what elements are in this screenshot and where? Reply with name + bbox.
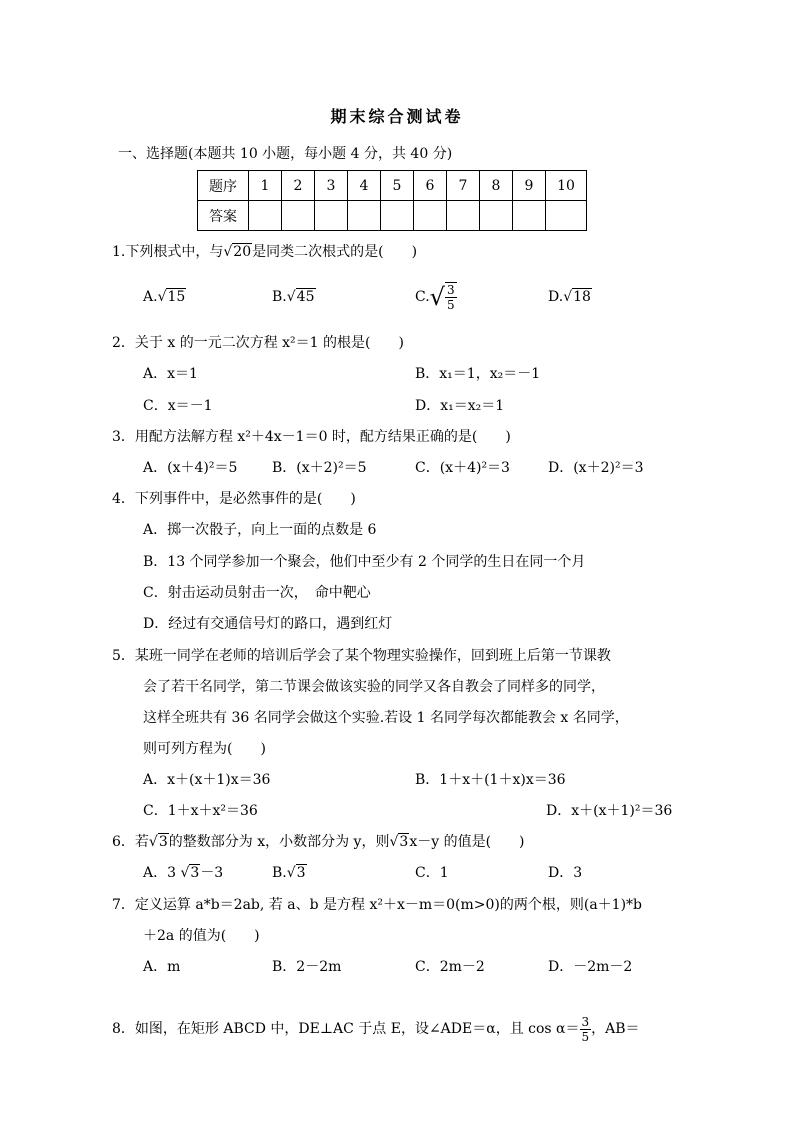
question-5-stem-line: 则可列方程为( ) [143,741,266,757]
question-3-stem: 3．用配方法解方程 x²＋4x－1＝0 时，配方结果正确的是( ) [112,429,511,445]
q4-option-c: C．射击运动员射击一次， 命中靶心 [143,585,371,601]
q2-option-a: A．x＝1 [143,366,198,382]
sqrt-expression: √20 [223,244,252,260]
q7-option-a: A．m [143,959,181,975]
question-2-stem: 2．关于 x 的一元二次方程 x²＝1 的根是( ) [112,335,404,351]
option-label: B. [272,289,287,305]
q6-stem-part: 的整数部分为 x，小数部分为 y，则 [168,834,390,850]
radicand: 20 [233,244,252,260]
q4-option-d: D．经过有交通信号灯的路口，遇到红灯 [143,616,393,632]
question-number-cell: 1 [249,171,282,201]
answer-cell[interactable] [249,201,282,231]
answer-cell[interactable] [480,201,513,231]
sqrt-expression: √18 [563,289,591,305]
table-row [198,201,587,231]
option-label: A．3 [143,865,181,881]
option-text: －3 [200,865,224,881]
fraction [445,282,457,312]
answer-cell[interactable] [381,201,414,231]
option-label: C. [415,289,430,305]
answer-cell[interactable] [447,201,480,231]
q1-option-d [548,287,592,307]
q1-option-a [143,287,186,307]
question-5-stem-line: 这样全班共有 36 名同学会做这个实验.若设 1 名同学每次都能教会 x 名同学， [143,710,629,726]
q3-option-d: D．(x＋2)²＝3 [548,460,644,476]
q3-option-a: A．(x＋4)²＝5 [143,460,238,476]
sqrt-expression: √3 [389,834,409,850]
question-1-stem [112,242,417,262]
q5-option-d: D．x＋(x＋1)²＝36 [546,803,673,819]
q1-stem-part: 1.下列根式中，与 [112,244,224,260]
radicand: 3 [399,834,409,850]
question-8-stem [112,1012,640,1046]
numerator: 3 [446,283,455,297]
question-5-stem-line: 5．某班一同学在老师的培训后学会了某个物理实验操作，回到班上后第一节课教 [112,648,611,664]
answer-cell[interactable] [282,201,315,231]
q5-option-a: A．x＋(x＋1)x＝36 [143,772,271,788]
answer-cell[interactable] [348,201,381,231]
question-5-stem-line: 会了若干名同学，第二节课会做该实验的同学又各自教会了同样多的同学， [143,679,605,695]
page-title: 期末综合测试卷 [330,107,464,126]
answer-cell[interactable] [414,201,447,231]
q3-option-b: B．(x＋2)²＝5 [272,460,367,476]
q3-option-c: C．(x＋4)²＝3 [415,460,510,476]
answer-cell[interactable] [546,201,587,231]
question-number-cell: 9 [513,171,546,201]
table-row [198,171,587,201]
q7-option-c: C．2m－2 [415,959,485,975]
q2-option-c: C．x＝－1 [143,398,213,414]
q6-stem-part: 6．若 [112,834,149,850]
table-header-cell: 答案 [198,201,249,231]
answer-cell[interactable] [315,201,348,231]
option-label: D. [548,289,564,305]
q6-option-c: C．1 [415,865,449,881]
q6-option-d: D．3 [548,865,583,881]
sqrt-expression: √45 [286,289,315,305]
q6-option-a [143,863,223,883]
answer-cell[interactable] [513,201,546,231]
q1-stem-part: 是同类二次根式的是( ) [252,244,418,260]
sqrt-expression: √3 [180,865,200,881]
option-label: A. [143,289,158,305]
radicand: 3 [296,865,306,881]
q2-option-b: B．x₁＝1，x₂＝－1 [415,366,541,382]
q8-stem-part: ，AB＝ [591,1021,640,1037]
q1-option-c: C.√ $\frac{3}{5}$ [415,283,455,312]
question-number-cell: 5 [381,171,414,201]
sqrt-expression: √3 [286,865,306,881]
q1-option-b [272,287,316,307]
question-number-cell: 8 [480,171,513,201]
sqrt-expression: √15 [157,289,186,305]
q7-option-b: B．2－2m [272,959,342,975]
question-7-stem-line: 7．定义运算 a*b＝2ab, 若 a、b 是方程 x²＋x－m＝0(m>0)的两个根，则(a＋1)*b [112,897,643,913]
question-number-cell: 10 [546,171,587,201]
option-label: B. [272,865,287,881]
q5-option-b: B．1＋x＋(1＋x)x＝36 [415,772,566,788]
sqrt-expression: √3 [148,834,168,850]
numerator: 3 [581,1014,590,1029]
table-header-cell: 题序 [198,171,249,201]
question-7-stem-line: ＋2a 的值为( ) [143,928,260,944]
q6-stem-part: x－y 的值是( ) [409,834,525,850]
question-6-stem [112,832,525,852]
q6-option-b [272,863,307,883]
q5-option-c: C．1＋x＋x²＝36 [143,803,258,819]
radicand: 45 [296,289,315,305]
q8-stem-part: 8．如图，在矩形 ABCD 中，DE⊥AC 于点 E，设∠ADE＝α，且 cos α＝ [112,1021,580,1037]
question-number-cell: 6 [414,171,447,201]
radicand: 15 [167,289,186,305]
denominator: 5 [446,298,455,312]
question-4-stem: 4．下列事件中，是必然事件的是( ) [112,491,356,507]
answer-table [197,170,587,231]
q7-option-d: D．－2m－2 [548,959,633,975]
section-heading: 一、选择题(本题共 10 小题，每小题 4 分，共 40 分) [118,146,453,162]
q2-option-d: D．x₁＝x₂＝1 [415,398,505,414]
question-number-cell: 2 [282,171,315,201]
q4-option-a: A．掷一次骰子，向上一面的点数是 6 [143,522,377,538]
question-number-cell: 4 [348,171,381,201]
question-number-cell: 3 [315,171,348,201]
radicand: 3 [190,865,200,881]
question-number-cell: 7 [447,171,480,201]
radicand: 3 [158,834,168,850]
fraction [580,1015,592,1044]
q4-option-b: B．13 个同学参加一个聚会，他们中至少有 2 个同学的生日在同一个月 [143,554,586,570]
radicand: 18 [573,289,591,305]
denominator: 5 [581,1029,590,1044]
